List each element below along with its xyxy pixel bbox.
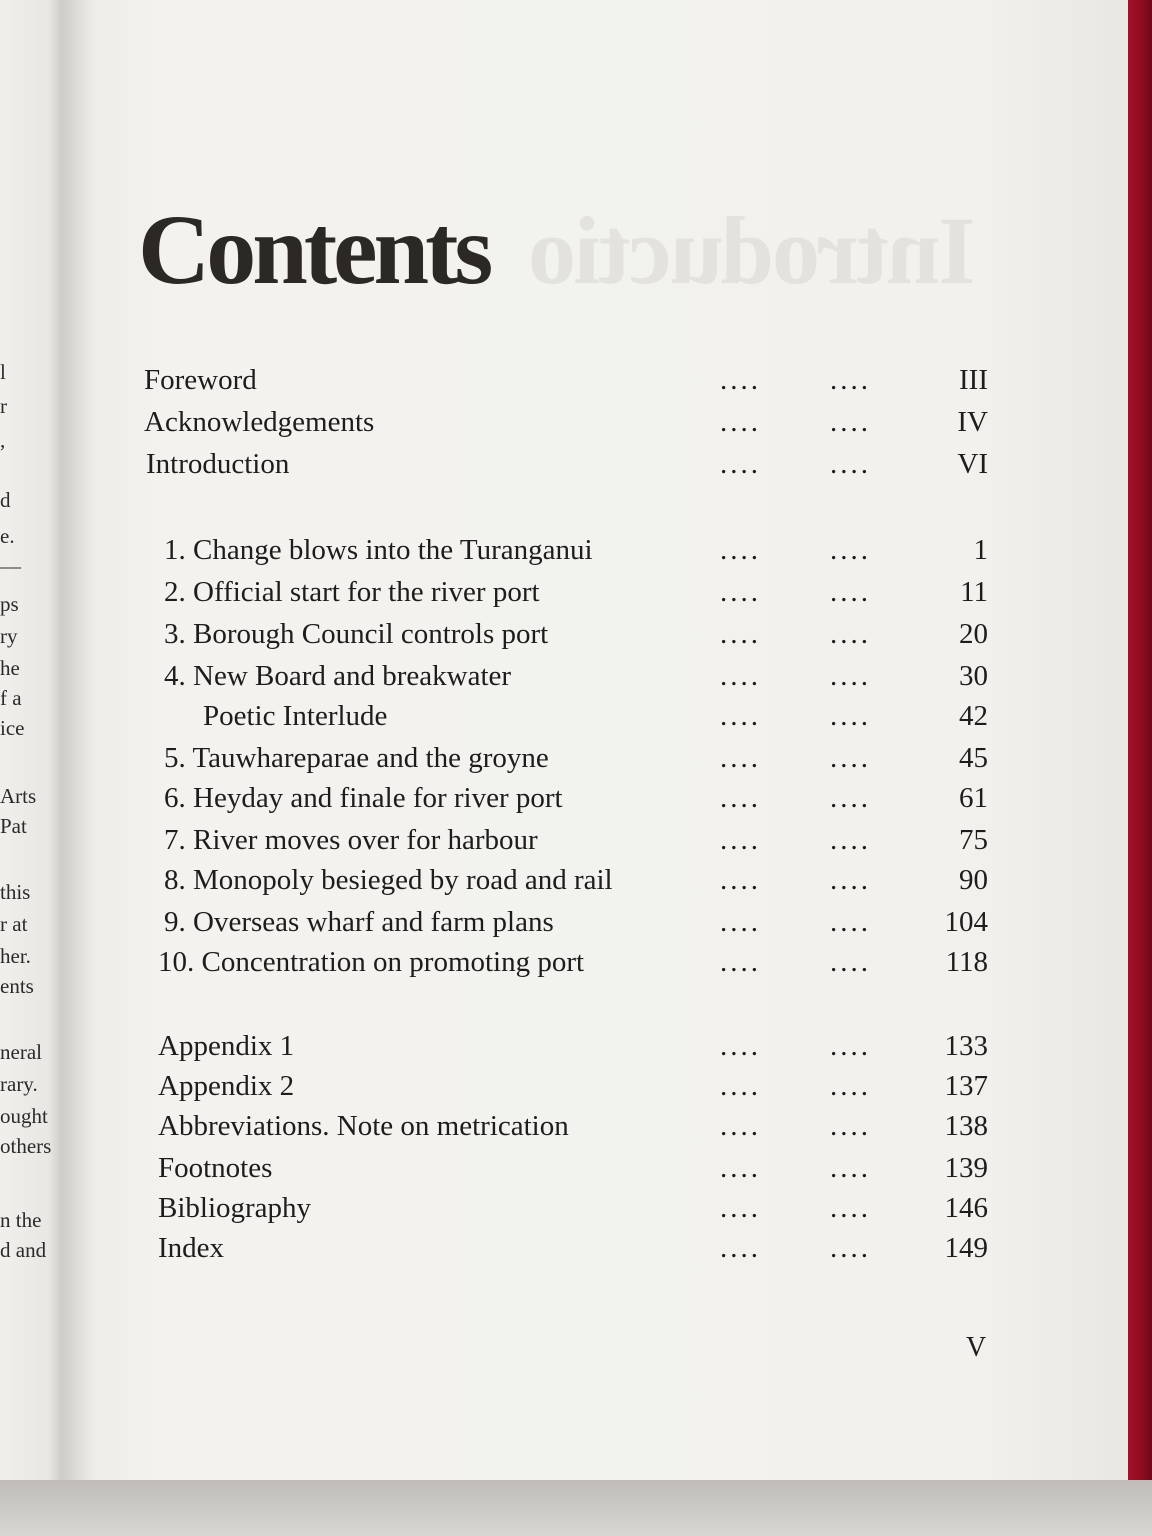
leader-dots: .... (830, 406, 871, 438)
leader-dots: .... (830, 946, 871, 978)
facing-text-fragment: — (0, 554, 21, 578)
toc-page-number: 133 (944, 1030, 988, 1062)
toc-entry-title: 5. Tauwhareparae and the groyne (164, 742, 549, 774)
leader-dots: .... (720, 406, 761, 438)
leader-dots: .... (830, 1192, 871, 1224)
toc-entry-title: Poetic Interlude (203, 700, 388, 732)
toc-page-number: III (959, 364, 988, 396)
toc-entry (0, 576, 1152, 616)
leader-dots: .... (720, 782, 761, 814)
leader-dots: .... (830, 1232, 871, 1264)
leader-dots: .... (830, 448, 871, 480)
facing-text-fragment: ought (0, 1104, 48, 1128)
toc-page-number: 146 (944, 1192, 988, 1224)
leader-dots: .... (830, 824, 871, 856)
leader-dots: .... (720, 576, 761, 608)
facing-text-fragment: he (0, 656, 20, 680)
toc-entry (0, 782, 1152, 822)
toc-page-number: 11 (960, 576, 988, 608)
leader-dots: .... (720, 1192, 761, 1224)
leader-dots: .... (720, 1070, 761, 1102)
facing-text-fragment: Arts (0, 784, 37, 808)
facing-text-fragment: her. (0, 944, 31, 968)
leader-dots: .... (830, 618, 871, 650)
toc-page-number: 1 (973, 534, 988, 566)
leader-dots: .... (720, 906, 761, 938)
toc-entry (0, 534, 1152, 574)
toc-entry (0, 906, 1152, 946)
toc-entry (0, 946, 1152, 986)
toc-page-number: 30 (959, 660, 988, 692)
page-title: Contents (138, 194, 490, 305)
toc-page-number: VI (957, 448, 988, 480)
toc-entry-title: 7. River moves over for harbour (164, 824, 538, 856)
leader-dots: .... (720, 1110, 761, 1142)
leader-dots: .... (830, 1070, 871, 1102)
leader-dots: .... (720, 946, 761, 978)
facing-text-fragment: n the (0, 1208, 42, 1232)
leader-dots: .... (830, 742, 871, 774)
facing-text-fragment: ry (0, 624, 18, 648)
toc-entry-title: 4. New Board and breakwater (164, 660, 512, 692)
toc-page-number: 20 (959, 618, 988, 650)
leader-dots: .... (720, 742, 761, 774)
toc-entry-title: Appendix 2 (158, 1070, 295, 1102)
facing-text-fragment: r at (0, 912, 28, 936)
leader-dots: .... (830, 1030, 871, 1062)
facing-text-fragment: , (0, 428, 6, 452)
toc-entry-title: 2. Official start for the river port (164, 576, 540, 608)
toc-entry-title: Appendix 1 (158, 1030, 295, 1062)
toc-page-number: 45 (959, 742, 988, 774)
facing-text-fragment: others (0, 1134, 52, 1158)
facing-text-fragment: f a (0, 686, 22, 710)
leader-dots: .... (720, 660, 761, 692)
toc-entry-title: Index (158, 1232, 225, 1264)
toc-page-number: 61 (959, 782, 988, 814)
toc-entry-title: 10. Concentration on promoting port (158, 946, 585, 978)
toc-entry-title: Abbreviations. Note on metrication (158, 1110, 569, 1142)
toc-entry (0, 1232, 1152, 1272)
toc-entry (0, 1070, 1152, 1110)
toc-page-number: 90 (959, 864, 988, 896)
facing-text-fragment: l (0, 360, 6, 384)
toc-entry (0, 824, 1152, 864)
leader-dots: .... (720, 364, 761, 396)
page-folio: V (966, 1332, 987, 1363)
show-through-heading: Introductio (530, 197, 976, 304)
leader-dots: .... (830, 576, 871, 608)
toc-entry-title: 3. Borough Council controls port (164, 618, 549, 650)
facing-text-fragment: Pat (0, 814, 27, 838)
leader-dots: .... (720, 618, 761, 650)
toc-entry-title: 6. Heyday and finale for river port (164, 782, 563, 814)
leader-dots: .... (720, 534, 761, 566)
facing-text-fragment: ice (0, 716, 25, 740)
toc-entry (0, 1152, 1152, 1192)
facing-text-fragment: this (0, 880, 31, 904)
leader-dots: .... (830, 534, 871, 566)
leader-dots: .... (830, 1152, 871, 1184)
toc-page-number: 118 (945, 946, 988, 978)
facing-text-fragment: d (0, 488, 11, 512)
leader-dots: .... (720, 864, 761, 896)
leader-dots: .... (830, 782, 871, 814)
facing-text-fragment: ps (0, 592, 19, 616)
toc-entry (0, 406, 1152, 446)
toc-entry-title: 1. Change blows into the Turanganui (164, 534, 593, 566)
facing-text-fragment: rary. (0, 1072, 38, 1096)
toc-entry (0, 1192, 1152, 1232)
leader-dots: .... (720, 448, 761, 480)
facing-text-fragment: d and (0, 1238, 47, 1262)
toc-entry (0, 1110, 1152, 1150)
toc-entry-title: Footnotes (158, 1152, 273, 1184)
leader-dots: .... (830, 906, 871, 938)
toc-entry-title: Foreword (144, 364, 257, 396)
facing-text-fragment: r (0, 394, 7, 418)
leader-dots: .... (720, 1030, 761, 1062)
toc-entry-title: Introduction (146, 448, 290, 480)
toc-entry-title: Bibliography (158, 1192, 312, 1224)
leader-dots: .... (830, 700, 871, 732)
page-bottom-shadow (0, 1480, 1152, 1536)
leader-dots: .... (830, 1110, 871, 1142)
toc-page-number: 137 (944, 1070, 988, 1102)
leader-dots: .... (720, 1232, 761, 1264)
toc-page-number: 138 (944, 1110, 988, 1142)
toc-entry-title: Acknowledgements (144, 406, 375, 438)
toc-entry-title: 8. Monopoly besieged by road and rail (164, 864, 613, 896)
toc-page-number: 149 (944, 1232, 988, 1264)
facing-text-fragment: neral (0, 1040, 42, 1064)
toc-entry (0, 864, 1152, 904)
toc-page-number: IV (957, 406, 988, 438)
toc-entry (0, 700, 1152, 740)
leader-dots: .... (720, 700, 761, 732)
toc-entry (0, 618, 1152, 658)
toc-entry (0, 742, 1152, 782)
toc-page-number: 75 (959, 824, 988, 856)
facing-text-fragment: ents (0, 974, 34, 998)
toc-entry (0, 1030, 1152, 1070)
toc-page-number: 139 (944, 1152, 988, 1184)
toc-entry (0, 660, 1152, 700)
toc-entry (0, 364, 1152, 404)
toc-page-number: 42 (959, 700, 988, 732)
leader-dots: .... (720, 824, 761, 856)
leader-dots: .... (830, 660, 871, 692)
leader-dots: .... (830, 364, 871, 396)
leader-dots: .... (830, 864, 871, 896)
toc-entry-title: 9. Overseas wharf and farm plans (164, 906, 554, 938)
leader-dots: .... (720, 1152, 761, 1184)
toc-entry (0, 448, 1152, 488)
facing-text-fragment: e. (0, 524, 15, 548)
toc-page-number: 104 (944, 906, 988, 938)
